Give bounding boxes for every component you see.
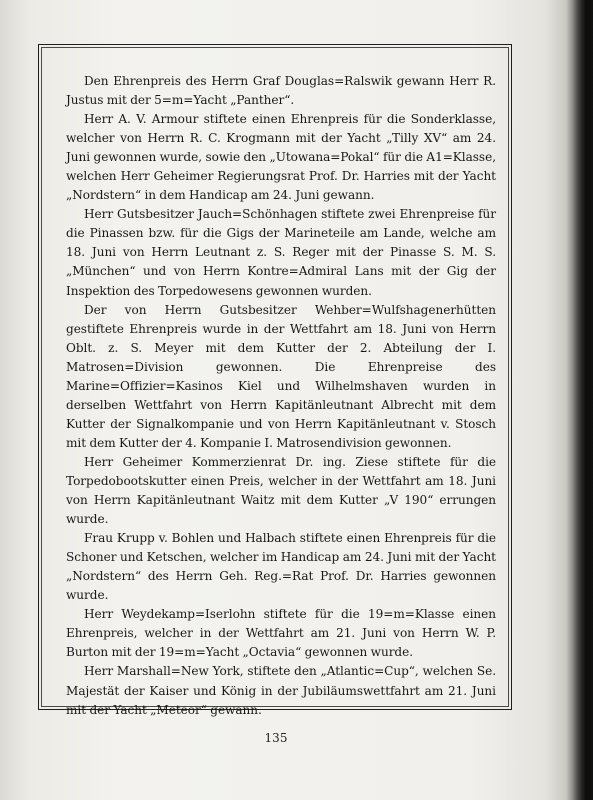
- book-spine-shadow: [573, 0, 593, 800]
- paragraph-krupp-ehrenpreis: Frau Krupp v. Bohlen und Halbach stiftete einen Ehrenpreis für die Schoner und Ketschen, welcher im Handicap am 24. Juni mit der Yacht „Nordstern“ des Herrn Geh. Reg.=Rat Prof. Dr. Harries gewonnen wurde.: [66, 531, 496, 603]
- paragraph-ziese-preis: Herr Geheimer Kommerzienrat Dr. ing. Ziese stiftete für die Torpedobootskutter einen Preis, welcher in der Wettfahrt am 18. Juni von Herrn Kapitänleutnant Waitz mit dem Kutter „V 190“ errungen wurde.: [66, 454, 496, 527]
- paragraph-weydekamp-ehrenpreis: Herr Weydekamp=Iserlohn stiftete für die 19=m=Klasse einen Ehrenpreis, welcher in der Wettfahrt am 21. Juni von Herrn W. P. Burton mit der 19=m=Yacht „Octavia“ gewonnen wurde.: [66, 607, 496, 660]
- paragraph-jauch-ehrenpreise: Herr Gutsbesitzer Jauch=Schönhagen stiftete zwei Ehrenpreise für die Pinassen bzw. für die Gigs der Marineteile am Lande, welche am 18. Juni von Herrn Leutnant z. S. Reger mit der Pinasse S. M. S. „München“ und von Herrn Kontre=Admiral Lans mit der Gig der Inspektion des Torpedowesens gewonnen wurden.: [66, 207, 496, 298]
- paragraph-wehber-ehrenpreis: Der von Herrn Gutsbesitzer Wehber=Wulfshagenerhütten gestiftete Ehrenpreis wurde in der Wettfahrt am 18. Juni von Herrn Oblt. z. S. Meyer mit dem Kutter der 2. Abteilung der I. Matrosen=Division gewonnen. Die Ehrenpreise des Marine=Offizier=Kasinos Kiel und Wilhelmshaven wurden in derselben Wettfahrt von Herrn Kapitänleutnant Albrecht mit dem Kutter der Signalkompanie und von Herrn Kapitänleutnant v. Stosch mit dem Kutter der 4. Kompanie I. Matrosendivision gewonnen.: [66, 302, 496, 450]
- paragraph-marshall-atlantic-cup: Herr Marshall=New York, stiftete den „Atlantic=Cup“, welchen Se. Majestät der Kaiser und König in der Jubiläumswettfahrt am 21. Juni mit der Yacht „Meteor“ gewann.: [66, 664, 496, 717]
- page-number: 135: [264, 731, 288, 745]
- paragraph-armour-ehrenpreis: Herr A. V. Armour stiftete einen Ehrenpreis für die Sonderklasse, welcher von Herrn R. C. Krogmann mit der Yacht „Tilly XV“ am 24. Juni gewonnen wurde, sowie den „Utowana=Pokal“ für die A1=Klasse, welchen Herr Geheimer Regierungsrat Prof. Dr. Harries mit der Yacht „Nordstern“ in dem Handicap am 24. Juni gewann.: [66, 112, 496, 203]
- paragraph-douglas-ehrenpreis: Den Ehrenpreis des Herrn Graf Douglas=Ralswik gewann Herr R. Justus mit der 5=m=Yacht „Panther“.: [66, 74, 496, 108]
- body-text: [66, 72, 496, 720]
